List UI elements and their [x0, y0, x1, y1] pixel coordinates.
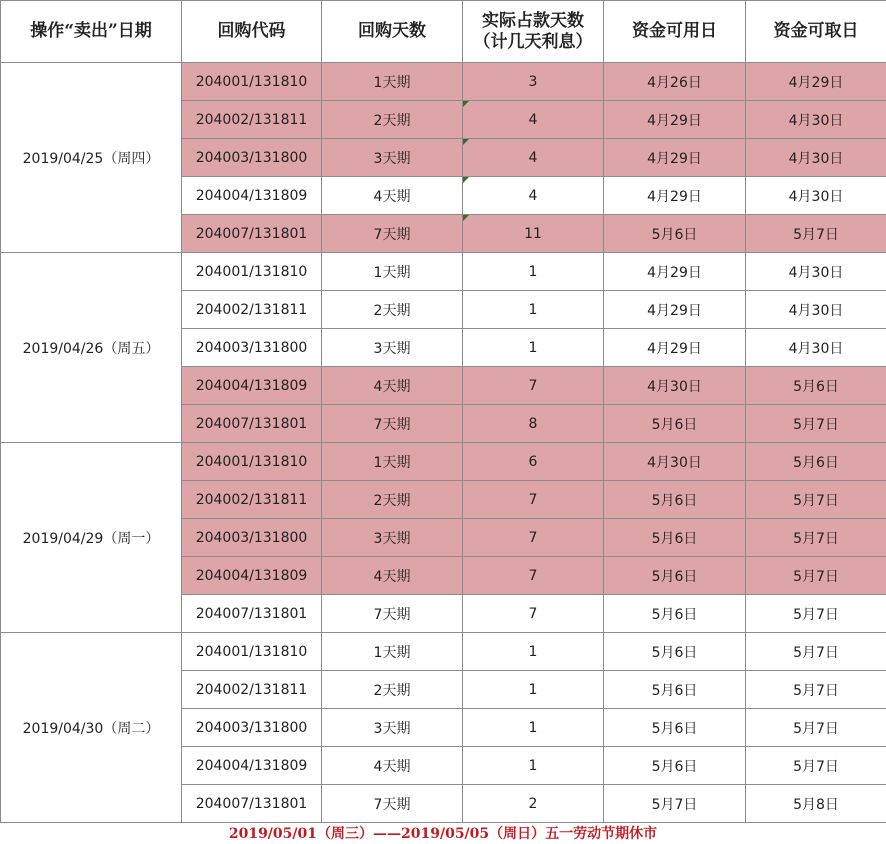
- days-value: 3: [528, 73, 538, 90]
- code-cell: 204003/131800: [182, 709, 322, 747]
- avail-cell: 4月29日: [604, 101, 746, 139]
- avail-cell: 5月6日: [604, 215, 746, 253]
- header-days: 实际占款天数 （计几天利息）: [463, 1, 604, 63]
- days-value: 7: [528, 567, 538, 584]
- header-code: 回购代码: [182, 1, 322, 63]
- code-cell: 204007/131801: [182, 405, 322, 443]
- term-cell: 7天期: [322, 215, 463, 253]
- code-cell: 204007/131801: [182, 785, 322, 823]
- header-withdraw: 资金可取日: [746, 1, 886, 63]
- term-cell: 1天期: [322, 253, 463, 291]
- avail-cell: 4月29日: [604, 253, 746, 291]
- days-cell: [463, 329, 604, 367]
- days-value: 7: [528, 377, 538, 394]
- term-cell: 1天期: [322, 63, 463, 101]
- term-cell: 7天期: [322, 405, 463, 443]
- days-value: 4: [528, 111, 538, 128]
- table-row: [1, 443, 886, 481]
- days-value: 8: [528, 415, 538, 432]
- sell-date-cell: 2019/04/29（周一）: [1, 443, 182, 633]
- avail-cell: 5月6日: [604, 481, 746, 519]
- days-value: 1: [528, 263, 538, 280]
- term-cell: 4天期: [322, 177, 463, 215]
- term-cell: 2天期: [322, 101, 463, 139]
- days-cell: [463, 443, 604, 481]
- code-cell: 204003/131800: [182, 139, 322, 177]
- withdraw-cell: 5月7日: [746, 671, 886, 709]
- days-cell: [463, 557, 604, 595]
- days-value: 7: [528, 491, 538, 508]
- withdraw-cell: 5月7日: [746, 519, 886, 557]
- days-cell: [463, 139, 604, 177]
- withdraw-cell: 5月6日: [746, 443, 886, 481]
- days-cell: [463, 367, 604, 405]
- days-cell: [463, 747, 604, 785]
- holiday-note: 2019/05/01（周三）——2019/05/05（周日）五一劳动节期休市: [228, 826, 658, 842]
- days-value: 4: [528, 187, 538, 204]
- withdraw-cell: 5月7日: [746, 481, 886, 519]
- code-cell: 204004/131809: [182, 367, 322, 405]
- days-cell: [463, 595, 604, 633]
- days-value: 6: [528, 453, 538, 470]
- days-value: 1: [528, 643, 538, 660]
- days-value: 1: [528, 757, 538, 774]
- term-cell: 4天期: [322, 367, 463, 405]
- code-cell: 204007/131801: [182, 215, 322, 253]
- avail-cell: 4月29日: [604, 291, 746, 329]
- withdraw-cell: 5月7日: [746, 747, 886, 785]
- comment-marker-icon: [463, 139, 469, 145]
- sell-date-cell: 2019/04/26（周五）: [1, 253, 182, 443]
- days-cell: [463, 101, 604, 139]
- table-row: [1, 253, 886, 291]
- days-cell: [463, 63, 604, 101]
- sell-date-cell: 2019/04/30（周二）: [1, 633, 182, 823]
- code-cell: 204002/131811: [182, 671, 322, 709]
- withdraw-cell: 5月7日: [746, 709, 886, 747]
- days-value: 11: [524, 225, 542, 242]
- days-value: 7: [528, 529, 538, 546]
- term-cell: 1天期: [322, 633, 463, 671]
- avail-cell: 4月26日: [604, 63, 746, 101]
- withdraw-cell: 5月8日: [746, 785, 886, 823]
- table-header: [1, 1, 886, 63]
- table-row: [1, 633, 886, 671]
- days-value: 1: [528, 339, 538, 356]
- avail-cell: 5月6日: [604, 405, 746, 443]
- avail-cell: 5月6日: [604, 747, 746, 785]
- withdraw-cell: 5月7日: [746, 557, 886, 595]
- withdraw-cell: 5月7日: [746, 405, 886, 443]
- avail-cell: 5月6日: [604, 557, 746, 595]
- days-cell: [463, 785, 604, 823]
- table-row: [1, 63, 886, 101]
- term-cell: 4天期: [322, 557, 463, 595]
- avail-cell: 4月29日: [604, 139, 746, 177]
- days-cell: [463, 215, 604, 253]
- days-cell: [463, 633, 604, 671]
- term-cell: 7天期: [322, 595, 463, 633]
- term-cell: 3天期: [322, 709, 463, 747]
- withdraw-cell: 5月7日: [746, 595, 886, 633]
- avail-cell: 4月29日: [604, 329, 746, 367]
- avail-cell: 5月7日: [604, 785, 746, 823]
- avail-cell: 5月6日: [604, 709, 746, 747]
- days-cell: [463, 177, 604, 215]
- term-cell: 2天期: [322, 291, 463, 329]
- avail-cell: 4月30日: [604, 443, 746, 481]
- withdraw-cell: 4月30日: [746, 177, 886, 215]
- days-cell: [463, 291, 604, 329]
- days-cell: [463, 253, 604, 291]
- avail-cell: 4月29日: [604, 177, 746, 215]
- code-cell: 204002/131811: [182, 481, 322, 519]
- code-cell: 204001/131810: [182, 63, 322, 101]
- comment-marker-icon: [463, 101, 469, 107]
- code-cell: 204003/131800: [182, 329, 322, 367]
- table-body: [1, 63, 886, 823]
- code-cell: 204001/131810: [182, 633, 322, 671]
- term-cell: 4天期: [322, 747, 463, 785]
- days-cell: [463, 481, 604, 519]
- header-term: 回购天数: [322, 1, 463, 63]
- term-cell: 3天期: [322, 329, 463, 367]
- avail-cell: 5月6日: [604, 519, 746, 557]
- days-value: 2: [528, 795, 538, 812]
- avail-cell: 4月30日: [604, 367, 746, 405]
- withdraw-cell: 4月30日: [746, 139, 886, 177]
- code-cell: 204001/131810: [182, 443, 322, 481]
- header-row: [1, 1, 886, 63]
- days-cell: [463, 405, 604, 443]
- code-cell: 204002/131811: [182, 291, 322, 329]
- code-cell: 204002/131811: [182, 101, 322, 139]
- days-value: 1: [528, 719, 538, 736]
- days-value: 4: [528, 149, 538, 166]
- avail-cell: 5月6日: [604, 633, 746, 671]
- withdraw-cell: 5月7日: [746, 215, 886, 253]
- days-value: 1: [528, 681, 538, 698]
- withdraw-cell: 4月30日: [746, 253, 886, 291]
- comment-marker-icon: [463, 215, 469, 221]
- days-cell: [463, 709, 604, 747]
- term-cell: 1天期: [322, 443, 463, 481]
- term-cell: 2天期: [322, 671, 463, 709]
- withdraw-cell: 4月30日: [746, 329, 886, 367]
- code-cell: 204004/131809: [182, 557, 322, 595]
- sell-date-cell: 2019/04/25（周四）: [1, 63, 182, 253]
- code-cell: 204003/131800: [182, 519, 322, 557]
- code-cell: 204007/131801: [182, 595, 322, 633]
- header-avail: 资金可用日: [604, 1, 746, 63]
- code-cell: 204001/131810: [182, 253, 322, 291]
- header-date: 操作“卖出”日期: [1, 1, 182, 63]
- term-cell: 2天期: [322, 481, 463, 519]
- code-cell: 204004/131809: [182, 747, 322, 785]
- withdraw-cell: 4月30日: [746, 291, 886, 329]
- withdraw-cell: 4月29日: [746, 63, 886, 101]
- withdraw-cell: 5月6日: [746, 367, 886, 405]
- term-cell: 3天期: [322, 519, 463, 557]
- withdraw-cell: 4月30日: [746, 101, 886, 139]
- comment-marker-icon: [463, 177, 469, 183]
- avail-cell: 5月6日: [604, 671, 746, 709]
- term-cell: 7天期: [322, 785, 463, 823]
- days-value: 7: [528, 605, 538, 622]
- days-value: 1: [528, 301, 538, 318]
- withdraw-cell: 5月7日: [746, 633, 886, 671]
- code-cell: 204004/131809: [182, 177, 322, 215]
- days-cell: [463, 519, 604, 557]
- days-cell: [463, 671, 604, 709]
- term-cell: 3天期: [322, 139, 463, 177]
- avail-cell: 5月6日: [604, 595, 746, 633]
